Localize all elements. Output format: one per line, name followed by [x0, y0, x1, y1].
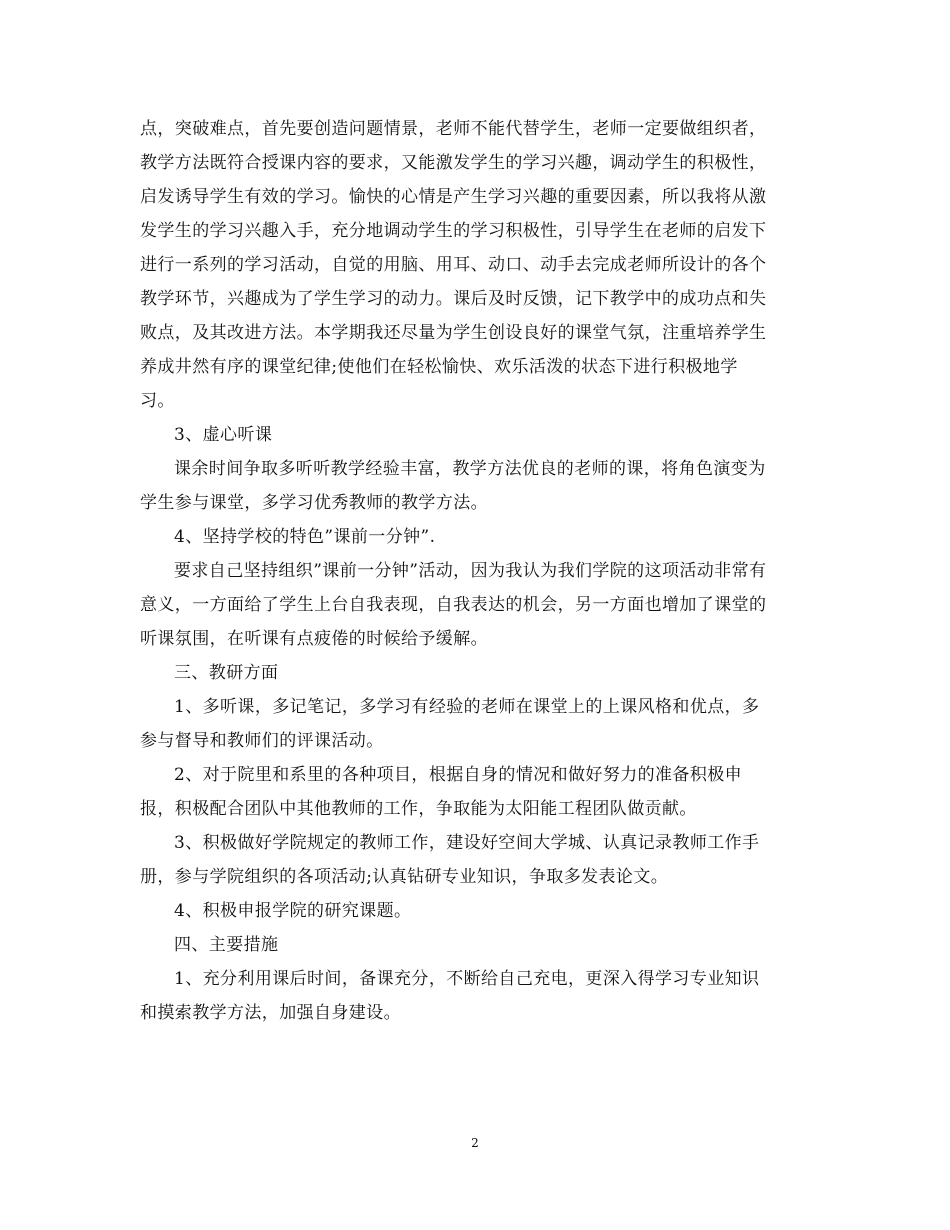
text-line: 参与督导和教师们的评课活动。 [140, 731, 384, 751]
text-line: 3、虚心听课 [174, 425, 273, 445]
text-line: 1、多听课，多记笔记，多学习有经验的老师在课堂上的上课风格和优点，多 [174, 697, 760, 717]
text-line: 三、教研方面 [174, 663, 279, 683]
text-line: 册，参与学院组织的各项活动;认真钻研专业知识，争取多发表论文。 [140, 867, 669, 887]
text-line: 和摸索教学方法，加强自身建设。 [140, 1003, 401, 1023]
text-line: 教学环节，兴趣成为了学生学习的动力。课后及时反馈，记下教学中的成功点和失 [140, 289, 767, 309]
text-line: 教学方法既符合授课内容的要求，又能激发学生的学习兴趣，调动学生的积极性， [140, 153, 767, 173]
text-line: 3、积极做好学院规定的教师工作，建设好空间大学城、认真记录教师工作手 [174, 833, 760, 853]
text-line: 点，突破难点，首先要创造问题情景，老师不能代替学生，老师一定要做组织者， [140, 119, 767, 139]
text-line: 要求自己坚持组织”课前一分钟”活动，因为我认为我们学院的这项活动非常有 [174, 561, 767, 581]
text-line: 发学生的学习兴趣入手，充分地调动学生的学习积极性，引导学生在老师的启发下 [140, 221, 767, 241]
text-line: 进行一系列的学习活动，自觉的用脑、用耳、动口、动手去完成老师所设计的各个 [140, 255, 767, 275]
text-line: 四、主要措施 [174, 935, 279, 955]
text-line: 课余时间争取多听听教学经验丰富，教学方法优良的老师的课，将角色演变为 [174, 459, 766, 479]
document-body [140, 112, 820, 1030]
text-line: 习。 [140, 391, 175, 411]
text-line: 2、对于院里和系里的各种项目，根据自身的情况和做好努力的准备积极申 [174, 765, 743, 785]
text-line: 败点，及其改进方法。本学期我还尽量为学生创设良好的课堂气氛，注重培养学生 [140, 323, 767, 343]
text-line: 4、坚持学校的特色”课前一分钟”. [174, 527, 436, 547]
text-line: 1、充分利用课后时间，备课充分，不断给自己充电，更深入得学习专业知识 [174, 969, 760, 989]
text-line: 报，积极配合团队中其他教师的工作，争取能为太阳能工程团队做贡献。 [140, 799, 697, 819]
text-line: 听课氛围，在听课有点疲倦的时候给予缓解。 [140, 629, 488, 649]
text-line: 4、积极申报学院的研究课题。 [174, 901, 412, 921]
text-line: 学生参与课堂，多学习优秀教师的教学方法。 [140, 493, 488, 513]
text-line: 养成井然有序的课堂纪律;使他们在轻松愉快、欢乐活泼的状态下进行积极地学 [140, 357, 738, 377]
page-number: 2 [471, 1136, 479, 1150]
text-line: 启发诱导学生有效的学习。愉快的心情是产生学习兴趣的重要因素，所以我将从激 [140, 187, 767, 207]
text-line: 意义，一方面给了学生上台自我表现，自我表达的机会，另一方面也增加了课堂的 [140, 595, 767, 615]
